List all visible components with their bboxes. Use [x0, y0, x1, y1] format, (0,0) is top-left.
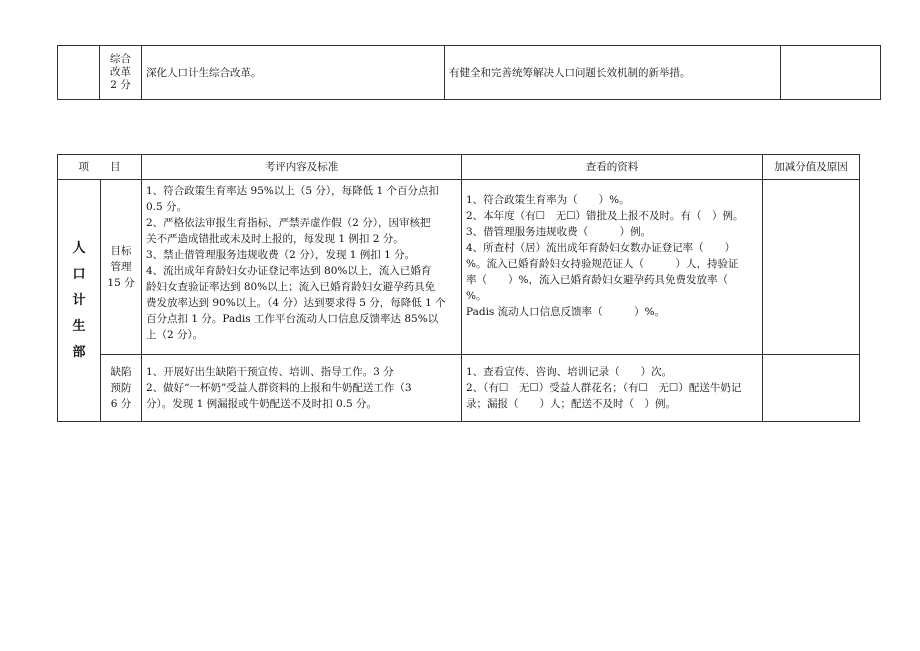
- category-line: 15 分: [107, 277, 135, 289]
- materials-line: 率（ ）%，流入已婚育龄妇女避孕药具免费发放率（: [466, 274, 739, 286]
- criteria-line: 百分点扣 1 分。Padis 工作平台流动人口信息反馈率达 85%以: [146, 313, 439, 325]
- department-cell: [58, 180, 101, 422]
- criteria-line: 3、禁止借管理服务违规收费（2 分），发现 1 例扣 1 分。: [146, 249, 416, 261]
- category-cell: [101, 355, 142, 422]
- department-char: 部: [72, 344, 86, 360]
- materials-line: 3、借管理服务违规收费（ ）例。: [466, 226, 652, 238]
- category-line: 6 分: [110, 398, 132, 410]
- criteria-line: 1、开展好出生缺陷干预宣传、培训、指导工作。3 分: [146, 366, 394, 378]
- score-cell[interactable]: [763, 180, 860, 355]
- criteria-cell: [142, 355, 462, 422]
- department-char: 人: [72, 240, 86, 256]
- table-row: [58, 355, 860, 422]
- category-line: 预防: [110, 382, 132, 394]
- category-line: 缺陷: [110, 366, 132, 378]
- materials-line: 2、（有☐ 无☐）受益人群花名；（有☐ 无☐）配送牛奶记: [466, 382, 742, 394]
- criteria-line: 费发放率达到 90%以上。（4 分）达到要求得 5 分，每降低 1 个: [146, 297, 446, 309]
- header-score: 加减分值及原因: [763, 155, 860, 180]
- criteria-line: 关不严造成错批或未及时上报的，每发现 1 例扣 2 分。: [146, 233, 404, 245]
- table-row: [58, 46, 881, 100]
- criteria-line: 4、流出成年育龄妇女办证登记率达到 80%以上，流入已婚育: [146, 265, 432, 277]
- materials-line: 4、所查村（居）流出成年育龄妇女数办证登记率（ ）: [466, 242, 736, 254]
- empty-cell: [58, 46, 100, 100]
- materials-line: 2、本年度（有☐ 无☐）错批及上报不及时。有（ ）例。: [466, 210, 744, 222]
- department-char: 计: [72, 292, 86, 308]
- criteria-line: 1、符合政策生育率达 95%以上（5 分），每降低 1 个百分点扣: [146, 185, 439, 197]
- header-item: 项 目: [58, 155, 142, 180]
- header-materials: 查看的资料: [462, 155, 763, 180]
- category-line: 2 分: [110, 79, 131, 91]
- category-line: 管理: [110, 261, 132, 273]
- materials-line: 录；漏报（ ）人；配送不及时（ ）例。: [466, 398, 676, 410]
- category-line: 目标: [110, 245, 132, 257]
- materials-line: %。流入已婚育龄妇女持验规范证人（ ）人，持验证: [466, 258, 739, 270]
- criteria-line: 2、严格依法审报生育指标，严禁弄虚作假（2 分），因审核把: [146, 217, 431, 229]
- criteria-cell: 深化人口计生综合改革。: [142, 46, 445, 100]
- materials-line: 1、符合政策生育率为（ ）%。: [466, 194, 630, 206]
- materials-cell: [462, 180, 763, 355]
- department-char: 口: [72, 266, 86, 282]
- category-line: 改革: [110, 66, 131, 78]
- department-char: 生: [72, 318, 86, 334]
- materials-cell: 有健全和完善统筹解决人口问题长效机制的新举措。: [445, 46, 781, 100]
- criteria-cell: [142, 180, 462, 355]
- materials-line: Padis 流动人口信息反馈率（ ）%。: [466, 306, 666, 318]
- criteria-line: 分）。发现 1 例漏报或牛奶配送不及时扣 0.5 分。: [146, 398, 377, 410]
- criteria-line: 龄妇女查验证率达到 80%以上；流入已婚育龄妇女避孕药具免: [146, 281, 436, 293]
- table-row: [58, 180, 860, 355]
- materials-line: %。: [466, 290, 487, 302]
- materials-cell: [462, 355, 763, 422]
- evaluation-table: [57, 154, 860, 422]
- score-cell[interactable]: [763, 355, 860, 422]
- criteria-line: 上（2 分）。: [146, 329, 204, 341]
- category-cell: [100, 46, 142, 100]
- top-table: [57, 45, 881, 100]
- materials-line: 1、查看宣传、咨询、培训记录（ ）次。: [466, 366, 673, 378]
- category-cell: [101, 180, 142, 355]
- header-criteria: 考评内容及标准: [142, 155, 462, 180]
- criteria-line: 2、做好“一杯奶”受益人群资料的上报和牛奶配送工作（3: [146, 382, 412, 394]
- table-header-row: [58, 155, 860, 180]
- score-cell[interactable]: [781, 46, 881, 100]
- criteria-line: 0.5 分。: [146, 201, 188, 213]
- category-line: 综合: [110, 53, 131, 65]
